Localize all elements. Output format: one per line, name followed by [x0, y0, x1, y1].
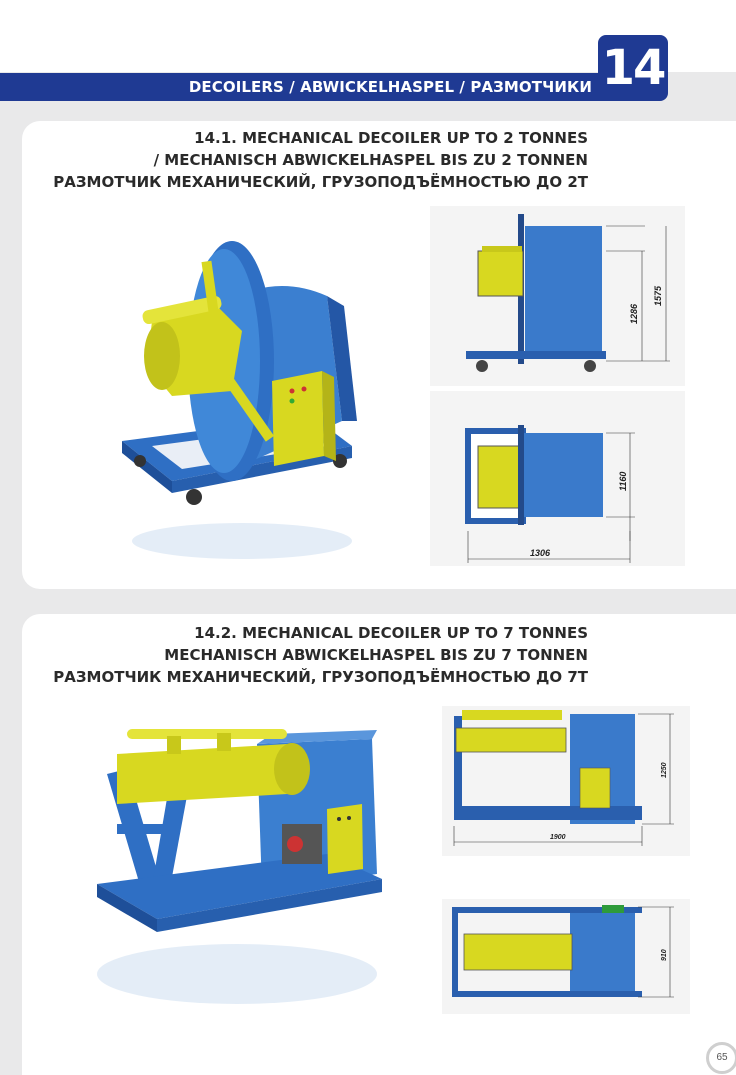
title-line-de: / MECHANISCH ABWICKELHASPEL BIS ZU 2 TONNEN [153, 151, 588, 169]
dim-1306: 1306 [530, 548, 551, 558]
title-line-en: 14.2. MECHANICAL DECOILER UP TO 7 TONNES [194, 624, 588, 642]
section-decoiler-7t [22, 614, 736, 1075]
dim-1250: 1250 [661, 762, 668, 778]
chapter-banner [0, 73, 612, 101]
decoiler-7t-illustration [87, 714, 387, 1014]
decoiler-2t-illustration [112, 221, 362, 561]
title-line-ru: РАЗМОТЧИК МЕХАНИЧЕСКИЙ, ГРУЗОПОДЪЁМНОСТЬЮ ДО 7Т [53, 668, 588, 686]
dim-1575: 1575 [653, 285, 663, 306]
decoiler-2t-top-view-drawing [430, 391, 685, 566]
section-title [53, 622, 588, 688]
dim-1286: 1286 [629, 303, 639, 324]
dim-910: 910 [661, 949, 668, 961]
dim-1900: 1900 [550, 834, 566, 841]
decoiler-2t-side-view-drawing [430, 206, 685, 386]
section-decoiler-2t [22, 121, 736, 589]
title-line-ru: РАЗМОТЧИК МЕХАНИЧЕСКИЙ, ГРУЗОПОДЪЁМНОСТЬЮ ДО 2Т [53, 173, 588, 191]
chapter-number-badge: 14 [598, 35, 668, 101]
banner-text: DECOILERS / ABWICKELHASPEL / РАЗМОТЧИКИ [188, 78, 592, 96]
title-line-de: MECHANISCH ABWICKELHASPEL BIS ZU 7 TONNEN [164, 646, 588, 664]
decoiler-7t-top-view-drawing [442, 899, 690, 1014]
section-title [53, 127, 588, 193]
page-number: 65 [706, 1042, 736, 1074]
title-line-en: 14.1. MECHANICAL DECOILER UP TO 2 TONNES [194, 129, 588, 147]
decoiler-7t-side-view-drawing [442, 706, 690, 856]
dim-1160: 1160 [618, 471, 628, 491]
